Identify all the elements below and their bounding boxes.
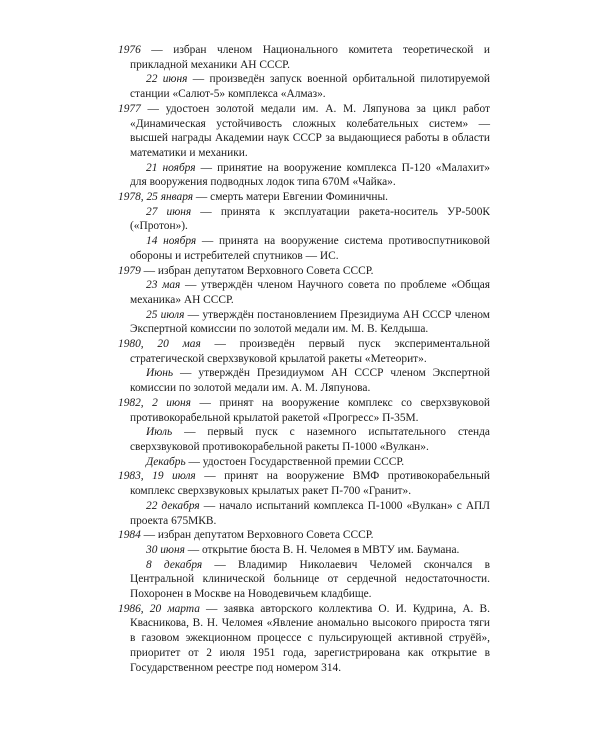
chronology-subentry	[118, 161, 490, 190]
entry-text: — смерть матери Евгении Фоминичны.	[193, 191, 388, 204]
entry-text: — удостоен Государственной премии СССР.	[185, 455, 405, 468]
chronology-subentry	[118, 205, 490, 234]
entry-text: — произведён запуск военной орбитальной пилотируемой станции «Салют-5» комплекса «Алмаз».	[130, 73, 490, 101]
chronology-subentry	[118, 543, 490, 558]
chronology-subentry	[118, 499, 490, 528]
entry-text: — принят на вооружение комплекс со сверхзвуковой противокорабельной крылатой ракетой «Прогресс» П-35М.	[130, 396, 490, 424]
chronology-page	[118, 43, 490, 675]
entry-date: 22 декабря	[146, 499, 200, 512]
entry-text: — утверждён Президиумом АН СССР членом Экспертной комиссии по золотой медали им. А. М. Ляпунова.	[130, 367, 490, 395]
entry-text: — принята к эксплуатации ракета-носитель УР-500К («Протон»).	[130, 205, 490, 233]
entry-text: — утверждён членом Научного совета по проблеме «Общая механика» АН СССР.	[130, 279, 491, 306]
entry-text: — принятие на вооружение комплекса П-120 «Малахит» для вооружения подводных лодок типа 670М «Чайка».	[130, 161, 490, 189]
chronology-entry-1980	[118, 337, 490, 366]
entry-date: 1986, 20 марта	[118, 602, 200, 615]
entry-date: 1980, 20 мая	[118, 338, 201, 351]
chronology-subentry	[118, 72, 490, 101]
entry-date: 8 декабря	[146, 558, 203, 571]
chronology-subentry	[118, 308, 490, 337]
chronology-entry-1982	[118, 396, 490, 425]
chronology-entry-1983	[118, 469, 490, 498]
entry-date: 1983, 19 июля	[118, 470, 196, 483]
entry-text: — удостоен золотой медали им. А. М. Ляпунова за цикл работ «Динамическая устойчивость сложных колебательных систем» — высшей награды Академии наук СССР за выдающиеся работы в области математики и механики.	[130, 102, 490, 159]
entry-text: — избран депутатом Верховного Совета СССР.	[140, 264, 374, 277]
entry-date: 30 июня	[146, 543, 185, 556]
entry-date: Декабрь	[146, 455, 186, 468]
chronology-entry-1976	[118, 43, 490, 72]
entry-text: — первый пуск с наземного испытательного стенда сверхзвуковой противокорабельной ракеты П-1000 «Вулкан».	[130, 426, 490, 453]
entry-date: 1977	[118, 102, 141, 115]
entry-date: 22 июня	[146, 73, 188, 86]
entry-date: Июль	[146, 426, 173, 439]
chronology-entry-1979	[118, 264, 490, 279]
entry-date: 1976	[118, 44, 141, 56]
entry-text: — Владимир Николаевич Челомей скончался в Центральной клинической больнице от сердечной недостаточности. Похоронен в Москве на Новодевичьем кладбище.	[130, 558, 490, 601]
entry-date: 25 июля	[146, 308, 185, 321]
chronology-subentry	[118, 425, 490, 454]
chronology-entry-1977	[118, 102, 490, 161]
entry-date: 1982, 2 июня	[118, 396, 191, 409]
entry-text: — заявка авторского коллектива О. И. Кудрина, А. В. Квасникова, В. Н. Челомея «Явление аномально высокого прироста тяги в газовом эжекционном процессе с пульсирующей активной струёй», приоритет от 2 июля 1951 года, зарегистрирована как открытие в Государственном реестре под номером 314.	[130, 602, 490, 674]
chronology-subentry	[118, 278, 490, 307]
entry-date: Июнь	[146, 367, 174, 380]
entry-text: — произведён первый пуск экспериментальной стратегической сверхзвуковой крылатой ракеты «Метеорит».	[130, 338, 490, 365]
entry-date: 1978, 25 января	[118, 191, 194, 204]
entry-date: 27 июня	[146, 205, 192, 218]
chronology-subentry	[118, 234, 490, 263]
entry-date: 21 ноября	[146, 161, 196, 174]
chronology-entry-1984	[118, 528, 490, 543]
entry-text: — принят на вооружение ВМФ противокорабельный комплекс сверхзвуковых крылатых ракет П-700 «Гранит».	[130, 470, 491, 498]
entry-text: — принята на вооружение система противоспутниковой обороны и истребителей спутников — ИС.	[130, 235, 490, 262]
entry-text: — открытие бюста В. Н. Челомея в МВТУ им. Баумана.	[184, 543, 460, 556]
chronology-subentry	[118, 455, 490, 470]
entry-date: 14 ноября	[146, 235, 197, 248]
entry-date: 1979	[118, 264, 141, 277]
chronology-entry-1978	[118, 190, 490, 205]
entry-text: — избран депутатом Верховного Совета СССР.	[140, 529, 374, 542]
entry-text: — утверждён постановлением Президиума АН СССР членом Экспертной комиссии по золотой медали им. М. В. Келдыша.	[130, 308, 490, 336]
chronology-subentry	[118, 366, 490, 395]
chronology-entry-1986	[118, 602, 490, 676]
entry-date: 1984	[118, 529, 141, 542]
entry-date: 23 мая	[146, 279, 181, 292]
entry-text: — начало испытаний комплекса П-1000 «Вулкан» с АПЛ проекта 675МКВ.	[130, 499, 490, 527]
entry-text: — избран членом Национального комитета теоретической и прикладной механики АН СССР.	[130, 44, 490, 71]
chronology-subentry	[118, 558, 490, 602]
